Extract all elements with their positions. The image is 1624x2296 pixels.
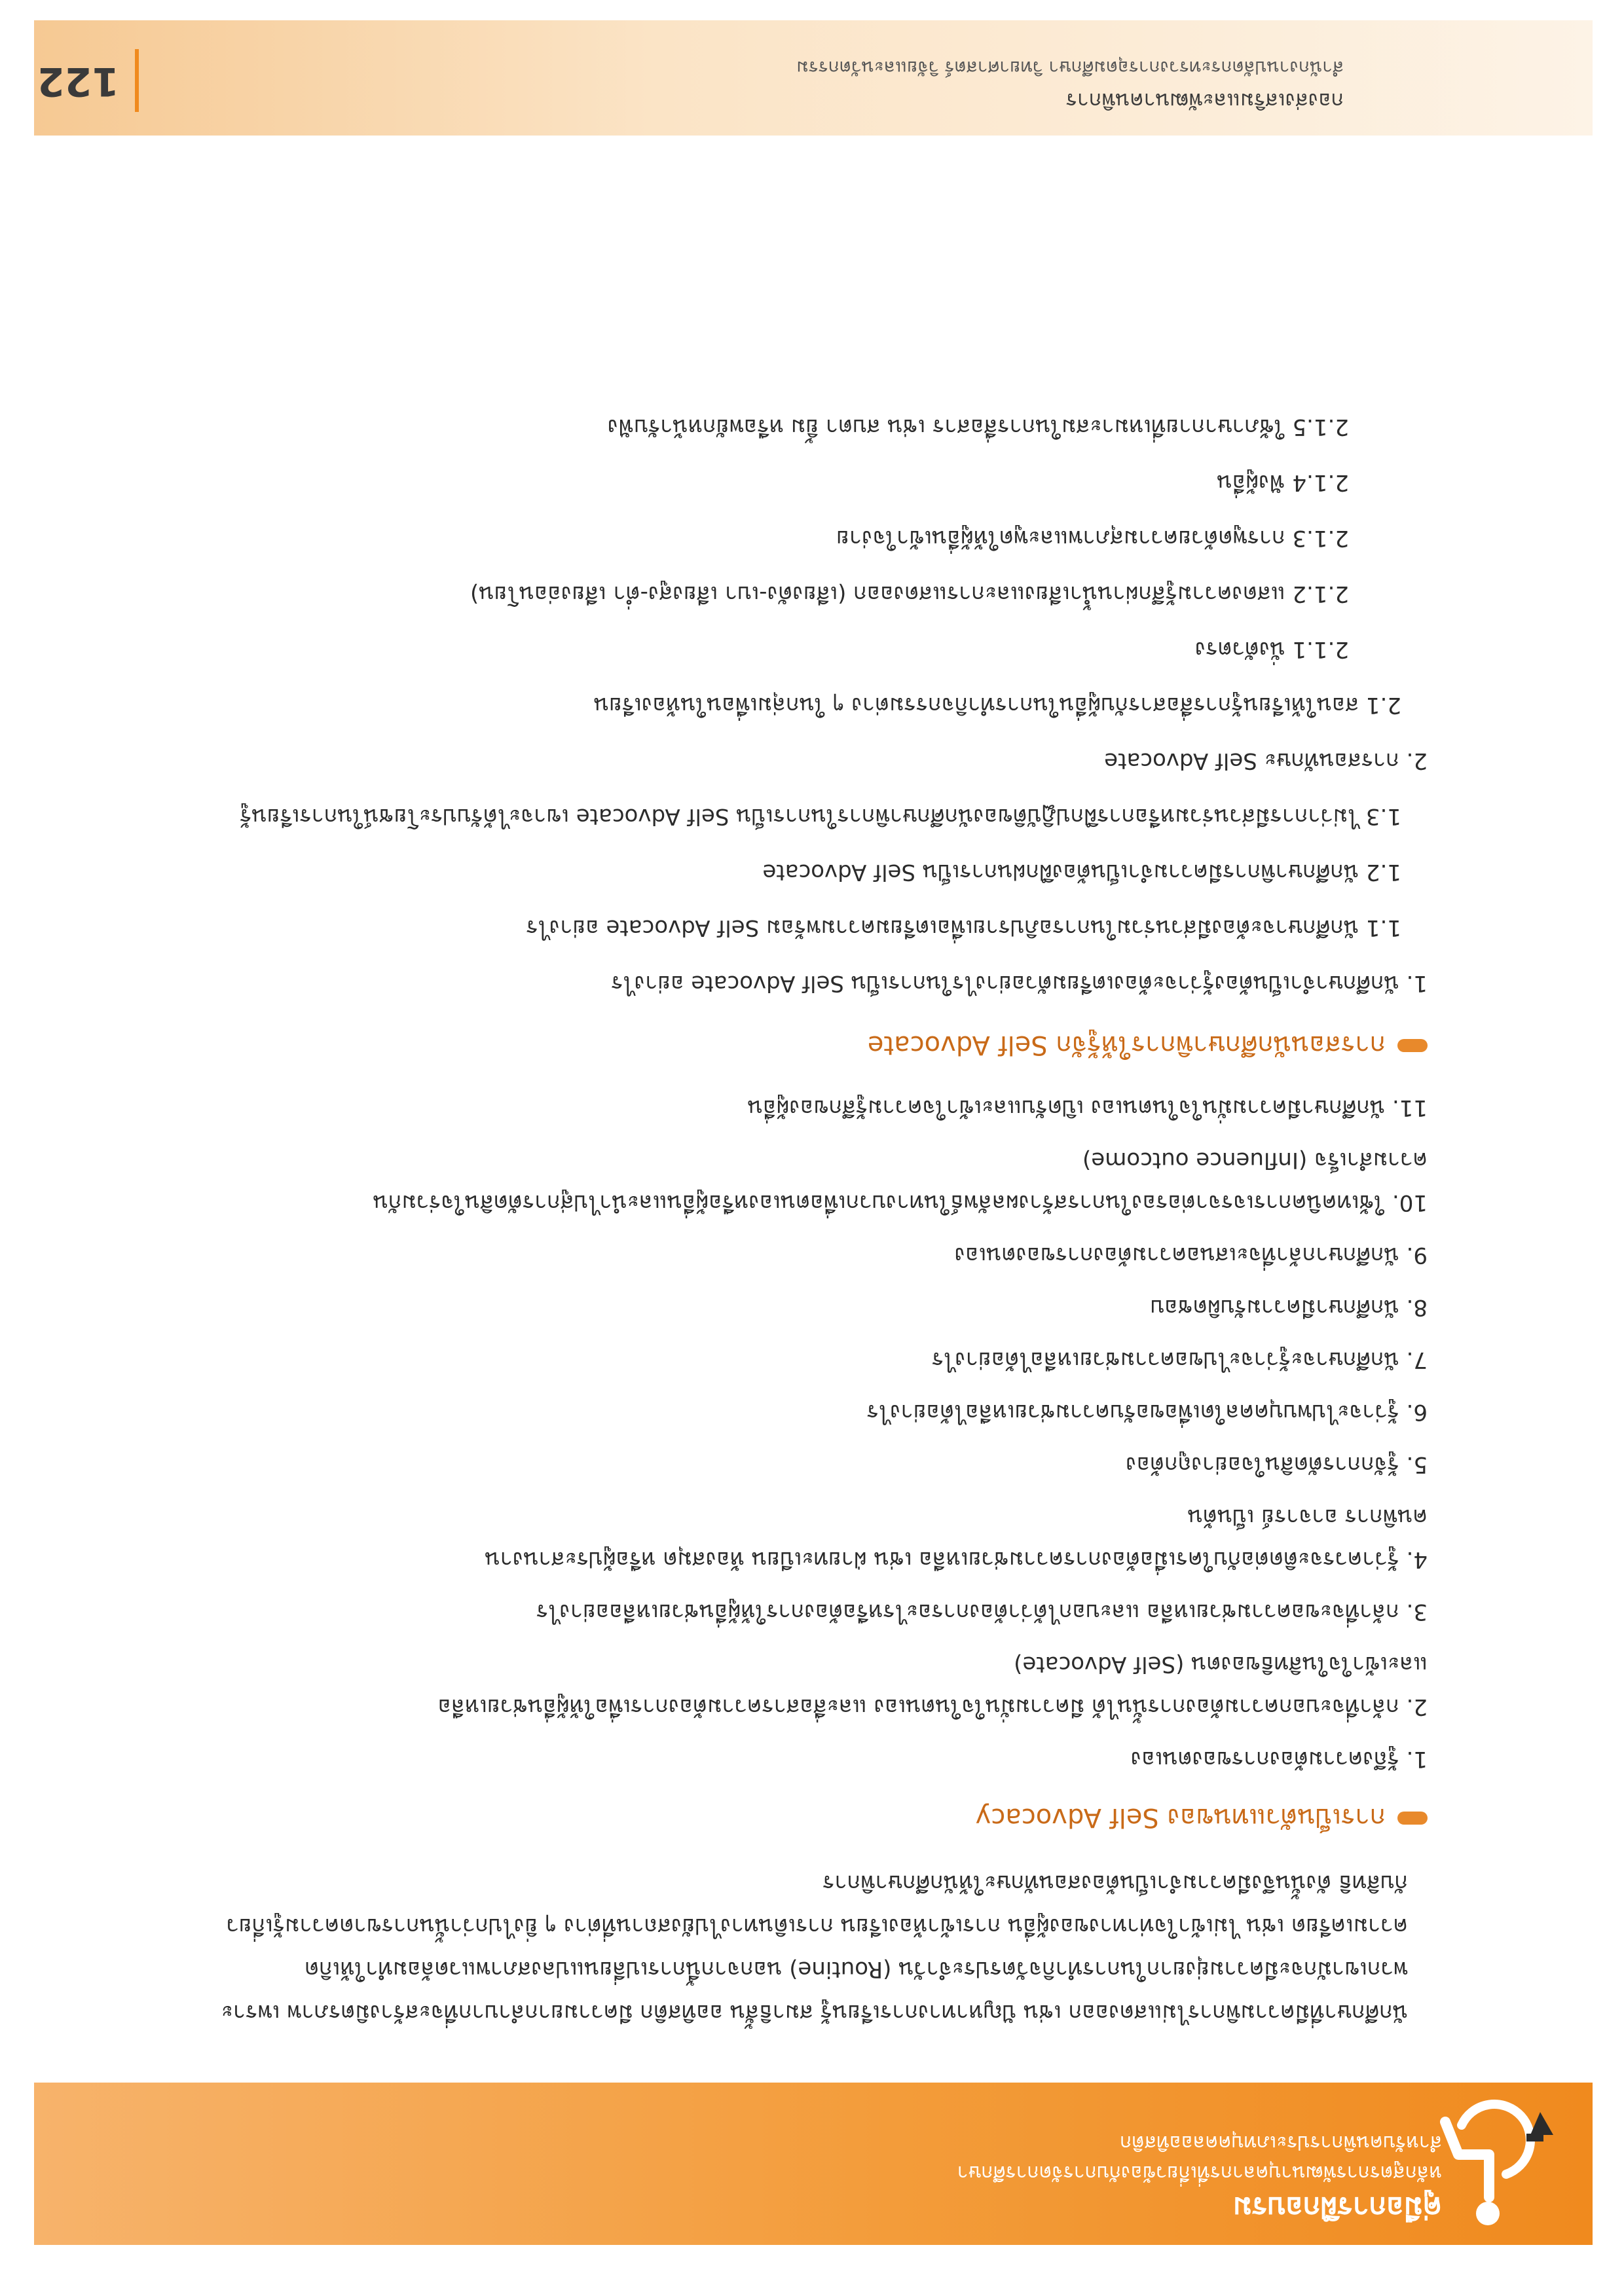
footer-band	[34, 20, 1593, 136]
list-item: 4. รู้ว่าควรจะติดต่อกับใครเมื่อต้องการความช่วยเหลือ เช่น ฝ่ายทะเบียน ห้องสมุด หรือผู้ประสานงาน	[485, 1546, 1428, 1573]
list-item: 2.1.4 ฟังผู้อื่น	[1217, 469, 1349, 496]
list-item: 6. รู้ว่าจะไปพบบุคคลใดเพื่อขอรับความช่วยเหลือได้อย่างไร	[866, 1399, 1428, 1425]
list-item: 1.2 นักศึกษาพิการมีความจำเป็นต้องฝึกฝนการเป็น Self Advocate	[762, 859, 1401, 885]
list-item: 1. นักศึกษาจำเป็นต้องรู้ว่าจะต้องเตรียมตัวอย่างไรในการเป็น Self Advocate อย่างไร	[611, 970, 1428, 996]
list-item: คนพิการ อาจารย์ เป็นต้น	[1187, 1504, 1428, 1530]
page-number: 122	[37, 58, 119, 104]
section-bullet-icon	[1397, 1812, 1428, 1825]
list-item: 7. นักศึกษาจะรู้ว่าจะไปขอความช่วยเหลือได้อย่างไร	[931, 1347, 1428, 1373]
list-item: 2. กล้าที่จะบอกความต้องการนั้นได้ มีความมั่นใจในตนเอง และสื่อสารความต้องการเพื่อให้ผู้อื่นช่วยเหลือ	[437, 1694, 1428, 1720]
header-subtitle-1: หลักสูตรการพัฒนาบุคลากรที่เกี่ยวข้องกับการจัดการศึกษา	[957, 2161, 1442, 2184]
section-heading-text: การเป็นตัวแทนของ Self Advocacy	[975, 1802, 1386, 1832]
section-bullet-icon	[1397, 1039, 1428, 1052]
section-heading-self-advocacy	[976, 1798, 1428, 1838]
list-item: 3. กล้าที่จะขอความช่วยเหลือ และบอกได้ว่าต้องการอะไรหรือต้องการให้ผู้อื่นช่วยเหลืออย่างไร	[536, 1599, 1428, 1625]
header-title: คู่มือการฝึกอบรม	[1232, 2191, 1442, 2224]
header-subtitle-2: สำหรับคนพิการประเภทบุคคลออทิสติก	[1120, 2131, 1442, 2154]
list-item: และเข้าใจในสิทธิของตน (Self Advocate)	[1014, 1651, 1428, 1677]
list-item: ความสำเร็จ (Influence outcome)	[1082, 1147, 1428, 1173]
list-item: 2. การสอนทักษะ Self Advocate	[1104, 748, 1428, 774]
intro-paragraph: นักศึกษาที่มีความพิการไม่แสดงออก เช่น ปัญหาทางการเรียนรู้ สมาธิสั้น ออทิสติก มีความยากลำบากที่จะสร้างมิตรภาพ เพราะพวกเขามักจะมีความยุ่งยากในการทำกิจวัตรประจำวัน (Routine) นอกจากนี้การเปลี่ยนแปลงสภาพแวดล้อมทำให้เกิดความเครียด เช่น ไม่เข้าใจท่าทางของผู้อื่น การเข้าห้องเรียน การเดินทางไปยังสถานที่ต่าง ๆ ยิ่งไปกว่านั้นการขาดความรู้เกี่ยวกับสิทธิ ดังนั้นจึงมีความจำเป็นต้องสอนทักษะให้นักศึกษาพิการ	[221, 1870, 1408, 2026]
list-item: 10. ใช้เทคนิคการเจรจาต่อรองในการสร้างผลลัพธ์ในทางบวกเพื่อตนเองหรือผู้อื่นและนำไปสู่การตัดสินใจร่วมกัน	[373, 1190, 1428, 1216]
list-item: 2.1.1 นั่งตัวตรง	[1194, 636, 1349, 663]
list-item: 1.3 ไม่ว่าการมีส่วนร่วมหรือการฝึกปฏิบัติของนักศึกษาพิการในการเป็น Self Advocate เขาจะได้รับประโยชน์ในการเรียนรู้	[240, 803, 1401, 829]
footer-ministry: สำนักงานปลัดกระทรวงการอุดมศึกษา วิทยาศาสตร์ วิจัยและนวัตกรรม	[796, 57, 1344, 79]
list-item: 1. รู้ถึงความต้องการของตนเอง	[1130, 1746, 1428, 1772]
footer-divider	[135, 49, 139, 112]
list-item: 9. นักศึกษากล้าที่จะเสนอความต้องการของตนเอง	[954, 1242, 1428, 1268]
list-item: 1.1 นักศึกษาจะต้องมีส่วนร่วมในการอภิปรายเพื่อเตรียมความพร้อม Self Advocate อย่างไร	[526, 915, 1401, 941]
list-item: 5. รู้จักการตัดสินใจอย่างถูกต้อง	[1126, 1451, 1428, 1478]
list-item: 2.1.5 ใช้ภาษากายที่เหมาะสมในการสื่อสาร เช่น สบตา ยิ้ม หรือพยักหน้ารับฟัง	[607, 414, 1349, 440]
list-item: 2.1 สอนให้เรียนรู้การสื่อสารกับผู้อื่นในการทำกิจกรรมต่าง ๆ ในกลุ่มเพื่อนในห้องเรียน	[593, 692, 1401, 718]
footer-organization: กองส่งเสริมและพัฒนาคนพิการ	[1065, 88, 1344, 113]
list-item: 2.1.2 แสดงความรู้สึกผ่านน้ำเสียงและการแสดงออก (เสียงดัง-เบา เสียงสูง-ต่ำ เสียงอ่อนโยน)	[470, 581, 1349, 607]
section-heading-teaching	[868, 1026, 1428, 1065]
list-item: 2.1.3 การพูดด้วยความสุภาพและพูดให้ผู้อื่นเข้าใจง่าย	[836, 525, 1349, 551]
list-item: 8. นักศึกษามีความรับผิดชอบ	[1150, 1294, 1428, 1321]
section-heading-text: การสอนนักศึกษาพิการให้รู้จัก Self Advocate	[867, 1030, 1386, 1060]
list-item: 11. นักศึกษามีความมั่นใจในตนเอง เปิดรับและเข้าใจความรู้สึกของผู้อื่น	[747, 1095, 1428, 1121]
